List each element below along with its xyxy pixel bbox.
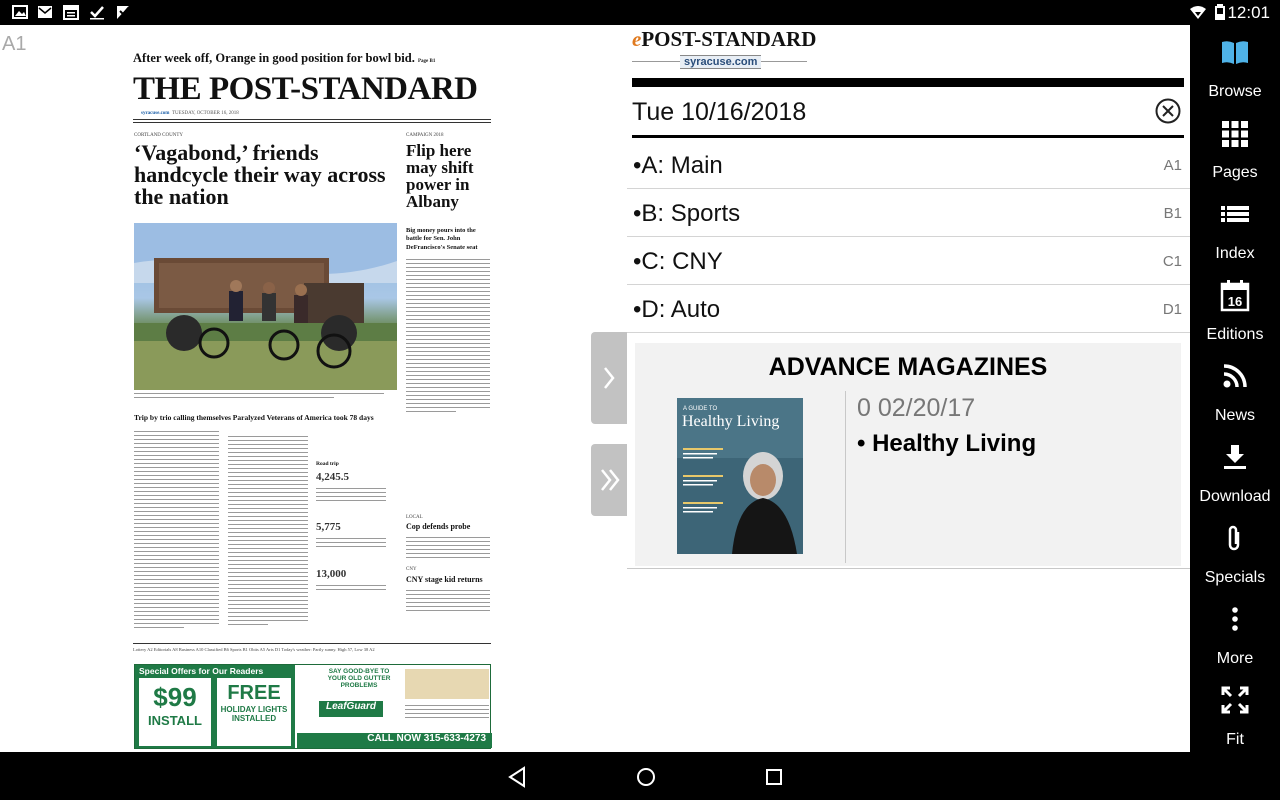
paperclip-icon <box>1220 523 1250 553</box>
newspaper-teaser: After week off, Orange in good position for bowl bid. Page B1 <box>133 51 436 65</box>
image-icon <box>12 4 28 20</box>
section-item-main[interactable] <box>627 142 1190 189</box>
magazines-title: ADVANCE MAGAZINES <box>768 353 1048 381</box>
clock: 12:01 <box>1227 3 1270 22</box>
edition-panel <box>627 25 1190 752</box>
sidebar-item-index[interactable] <box>1190 187 1280 268</box>
cover-title: Healthy Living <box>682 413 780 430</box>
magazines-box <box>635 343 1181 566</box>
lead-headline: ‘Vagabond,’ friends handcycle their way across the nation <box>134 140 386 209</box>
sidebar-item-browse[interactable] <box>1190 25 1280 106</box>
page-label: A1 <box>2 33 27 55</box>
stat-elevation: 5,775 <box>316 521 341 533</box>
back-icon[interactable] <box>507 766 529 788</box>
magazine-date: 0 02/20/17 <box>857 394 976 422</box>
sidebar-item-more[interactable] <box>1190 592 1280 673</box>
double-chevron-right-icon <box>599 444 623 516</box>
ad-brand: LeafGuard <box>319 701 383 717</box>
edition-date[interactable]: Tue 10/16/2018 <box>632 98 807 126</box>
rss-icon <box>1220 361 1250 391</box>
newspaper-dateline: syracuse.com TUESDAY, OCTOBER 16, 2018 <box>141 111 239 116</box>
date-divider <box>632 135 1184 138</box>
calendar-icon <box>63 4 79 20</box>
ad-offer-free: FREE <box>227 682 281 704</box>
side-deck: Big money pours into the battle for Sen. John DeFrancisco's Senate seat <box>406 227 478 251</box>
header-bar <box>632 78 1184 87</box>
magazine-cover[interactable] <box>677 398 803 554</box>
ad-offer-price: $99 <box>153 682 197 712</box>
status-bar <box>0 0 1280 25</box>
newspaper-page[interactable] <box>133 47 491 747</box>
book-icon <box>1220 37 1250 67</box>
ad-slogan: SAY GOOD-BYE TO YOUR OLD GUTTER PROBLEMS <box>327 668 391 689</box>
section-name: •D: Auto <box>633 296 721 323</box>
section-page: D1 <box>1162 301 1182 318</box>
cover-kicker: A GUIDE TO <box>683 406 718 412</box>
fit-icon <box>1220 685 1250 715</box>
cny-headline: CNY stage kid returns <box>406 575 483 584</box>
sidebar-label: Editions <box>1206 326 1264 343</box>
stat-total: 13,000 <box>316 568 347 580</box>
sidebar-item-editions[interactable] <box>1190 268 1280 349</box>
sidebar-item-fit[interactable] <box>1190 673 1280 754</box>
list-icon <box>1220 199 1250 229</box>
section-name: •B: Sports <box>633 200 741 227</box>
sidebar-item-news[interactable] <box>1190 349 1280 430</box>
sidebar-label: News <box>1214 407 1255 424</box>
sidebar-label: Fit <box>1226 731 1244 748</box>
local-headline: Cop defends probe <box>406 522 471 531</box>
ad-call: CALL NOW 315-633-4273 <box>297 733 492 748</box>
mail-icon <box>37 4 53 20</box>
section-item-cny[interactable] <box>627 238 1190 285</box>
recents-icon[interactable] <box>763 766 785 788</box>
ad-title: Special Offers for Our Readers <box>139 666 264 676</box>
lead-subhead: Trip by trio calling themselves Paralyzed Veterans of America took 78 days <box>134 413 374 422</box>
close-icon[interactable] <box>1155 98 1181 124</box>
checkbox-icon <box>115 4 131 20</box>
lead-photo <box>134 223 397 390</box>
navigation-bar <box>0 752 1280 800</box>
page-viewer[interactable] <box>0 25 627 752</box>
cny-kicker: CNY <box>406 567 417 572</box>
grid-icon <box>1220 118 1250 148</box>
section-name: •A: Main <box>633 152 723 179</box>
stat-miles: 4,245.5 <box>316 471 349 483</box>
check-icon <box>89 4 105 20</box>
section-item-auto[interactable] <box>627 286 1190 333</box>
download-icon <box>1220 442 1250 472</box>
home-icon[interactable] <box>635 766 657 788</box>
sidebar-label: Index <box>1215 245 1255 262</box>
magazine-name[interactable]: • Healthy Living <box>857 430 1037 457</box>
lead-kicker: CORTLAND COUNTY <box>134 133 184 138</box>
section-page: C1 <box>1162 253 1182 270</box>
advertisement[interactable] <box>134 664 491 749</box>
sidebar-label: Pages <box>1212 164 1258 181</box>
newspaper-masthead: THE POST-STANDARD <box>133 71 478 107</box>
section-item-sports[interactable] <box>627 190 1190 237</box>
calendar-icon <box>1220 280 1250 312</box>
sidebar-item-specials[interactable] <box>1190 511 1280 592</box>
calendar-day: 16 <box>1227 294 1243 309</box>
section-page: B1 <box>1163 205 1182 222</box>
publication-logo: ePOST-STANDARD syracuse.com <box>632 27 817 68</box>
sidebar-label: Browse <box>1208 83 1262 100</box>
newspaper-index-bar: Lottery A2 Editorials A8 Business A10 Classified B6 Sports B1 Obits A5 Arts D1 Today's weather: Partly sunny. High 57, Low 38 A2 <box>133 647 375 652</box>
section-page: A1 <box>1163 157 1182 174</box>
section-name: •C: CNY <box>633 248 723 275</box>
side-headline: Flip here may shift power in Albany <box>406 141 474 211</box>
local-kicker: LOCAL <box>406 515 423 520</box>
sidebar <box>1190 25 1280 752</box>
more-icon <box>1220 604 1250 634</box>
sidebar-label: Specials <box>1204 569 1266 586</box>
ad-offer-lights: HOLIDAY LIGHTS INSTALLED <box>220 705 288 723</box>
battery-icon <box>1212 4 1228 20</box>
sidebar-item-download[interactable] <box>1190 430 1280 511</box>
sidebar-item-pages[interactable] <box>1190 106 1280 187</box>
sidebar-label: Download <box>1199 488 1271 505</box>
fast-forward-button[interactable] <box>591 444 627 516</box>
chevron-right-icon <box>599 332 619 424</box>
road-trip-label: Road trip <box>316 461 339 467</box>
sidebar-label: More <box>1216 650 1254 667</box>
next-page-button[interactable] <box>591 332 627 424</box>
side-kicker: CAMPAIGN 2018 <box>406 133 444 138</box>
wifi-icon <box>1190 4 1206 20</box>
ad-offer-install: INSTALL <box>148 713 202 728</box>
